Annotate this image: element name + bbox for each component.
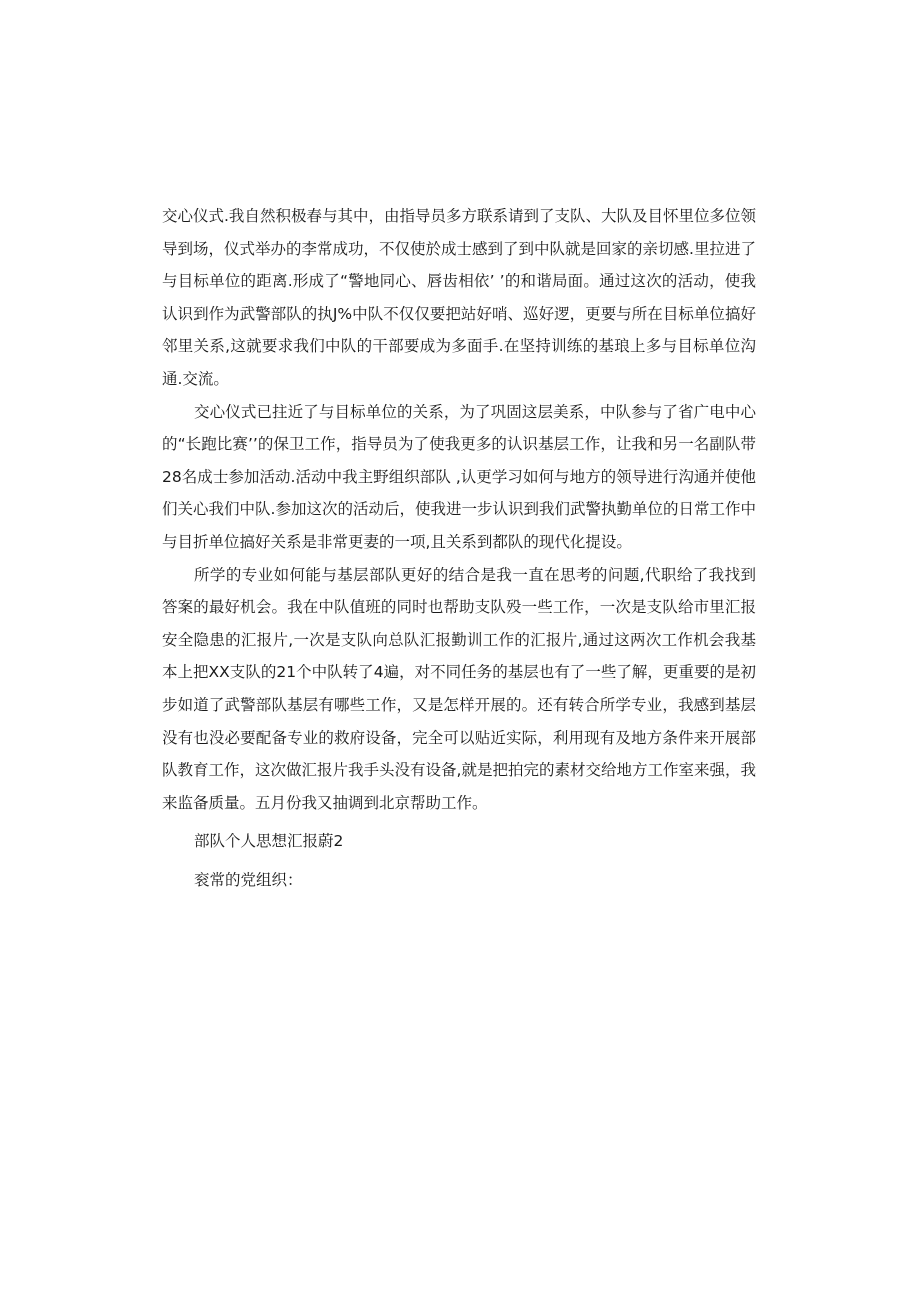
section-heading: 部队个人思想汇报蔚2 <box>194 832 344 851</box>
document-body <box>162 200 756 896</box>
salutation: 衮常的党组织： <box>194 870 303 889</box>
paragraph-3: 所学的专业如何能与基层部队更好的结合是我一直在思考的问题,代职给了我找到答案的最好机会。我在中队值班的同时也帮助支队殁一些工作，一次是支队给市里汇报安全隐患的汇报片,一次是支队向总队汇报勤训工作的汇报片,通过这两次工作机会我基本上把XX支队的21个中队转了4遍，对不同任务的基层也有了一些了解，更重要的是初步如道了武警部队基层有哪些工作，又是怎样开展的。还有转合所学专业，我感到基层没有也没必要配备专业的救府设备，完全可以贴近实际，利用现有及地方条件来开展部队教育工作，这次做汇报片我手头没有设备,就是把拍完的素材交给地方工作室来强，我来监备质量。五月份我又抽调到北京帮助工作。 <box>162 565 756 812</box>
paragraph-2: 交心仪式已拄近了与目标单位的关系，为了巩固这层美系，中队参与了省广电中心的“长跑比赛’’的保卫工作，指导员为了使我更多的认识基层工作，让我和另一名副队带28名成士参加活动.活动中我主野组织部队 ,认更学习如何与地方的领导进行沟通并使他们关心我们中队.参加这次的活动后，使我进一步认识到我们武警执勤单位的日常工作中与目折单位搞好关系是非常更妻的一项,且关系到都队的现代化提设。 <box>162 402 756 551</box>
paragraph-1: 交心仪式.我自然积极春与其中，由指导员多方联系请到了支队、大队及目怀里位多位领导到场，仪式举办的李常成功，不仅使於成士感到了到中队就是回家的亲切感.里拉进了与目标单位的距离.形成了“警地同心、唇齿相依’ ’的和谐局面。通过这次的活动，使我认识到作为武警部队的执J%中队不仅仅要把站好哨、巡好逻，更要与所在目标单位搞好邻里关系,这就要求我们中队的干部要成为多面手.在坚持训练的基琅上多与目标单位沟通.交流。 <box>162 207 756 388</box>
